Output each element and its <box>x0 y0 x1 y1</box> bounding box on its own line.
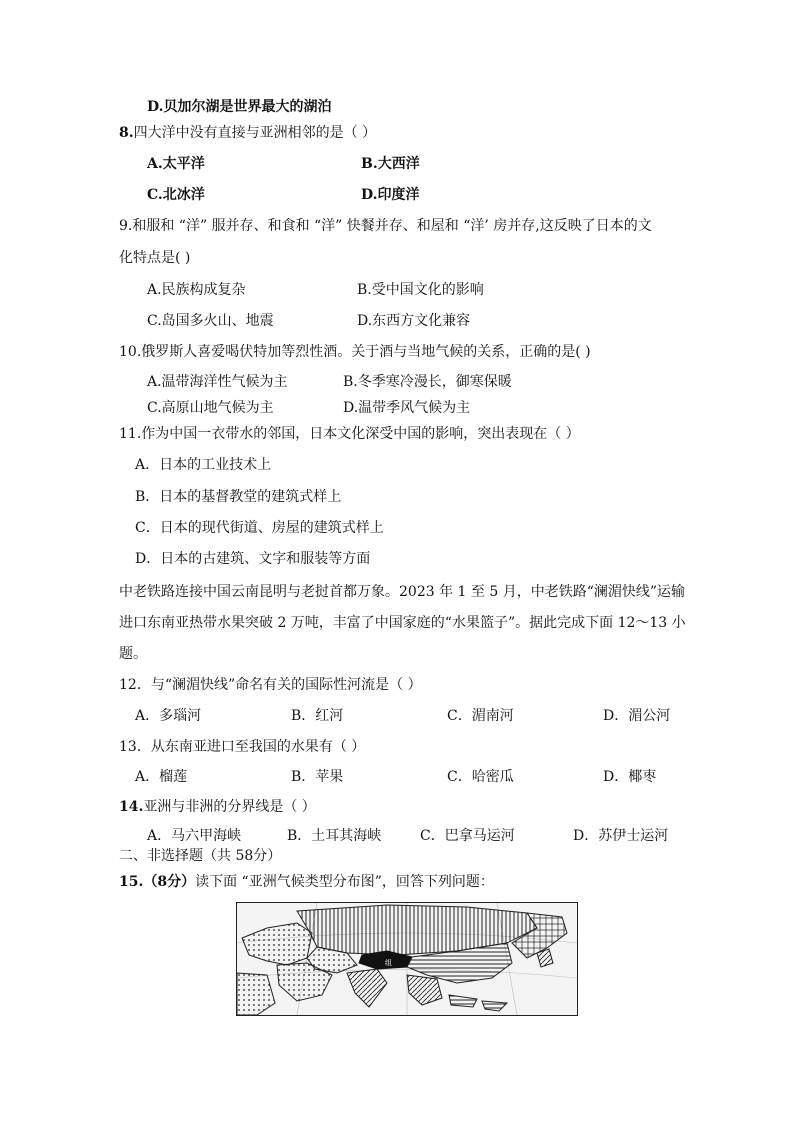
section2-title: 二、非选择题（共 58分） <box>119 848 282 864</box>
q15-stem <box>119 872 494 892</box>
q8-stem-text: 四大洋中没有直接与亚洲相邻的是（ ） <box>133 125 377 141</box>
q14-option-d: D．苏伊士运河 <box>573 828 669 844</box>
q9-option-c: C.岛国多火山、地震 <box>147 313 274 329</box>
q10-option-c: C.高原山地气候为主 <box>147 400 274 416</box>
q11-option-c: C．日本的现代街道、房屋的建筑式样上 <box>135 520 384 536</box>
passage-line2: 进口东南亚热带水果突破 2 万吨，丰富了中国家庭的“水果篮子”。据此完成下面 12～13 小 <box>119 615 686 631</box>
q15-stem-text: 读下面 “亚洲气候类型分布图”，回答下列问题： <box>195 874 494 890</box>
q14-number: 14. <box>119 799 144 815</box>
q11-stem: 11.作为中国一衣带水的邻国，日本文化深受中国的影响，突出表现在（ ） <box>119 426 580 442</box>
q7-option-d: D.贝加尔湖是世界最大的湖泊 <box>147 99 332 115</box>
q11-option-d: D．日本的古建筑、文字和服装等方面 <box>135 551 371 567</box>
q10-option-d: D.温带季风气候为主 <box>343 400 471 416</box>
asia-climate-map <box>236 902 578 1016</box>
q13-option-c: C．哈密瓜 <box>447 769 514 785</box>
q14-stem-text: 亚洲与非洲的分界线是（ ） <box>143 799 316 815</box>
q10-option-a: A.温带海洋性气候为主 <box>147 374 288 390</box>
q13-stem: 13．从东南亚进口至我国的水果有（ ） <box>119 739 366 755</box>
q12-option-a: A．多瑙河 <box>135 708 202 724</box>
map-label: 组 <box>385 959 392 967</box>
q11-option-b: B．日本的基督教堂的建筑式样上 <box>135 489 342 505</box>
q8-option-a: A.太平洋 <box>147 156 205 172</box>
q12-option-c: C．湄南河 <box>447 708 514 724</box>
q15-number: 15. <box>119 874 144 890</box>
q13-option-a: A．榴莲 <box>135 769 188 785</box>
q14-option-a: A．马六甲海峡 <box>147 828 242 844</box>
q12-stem: 12．与“澜湄快线”命名有关的国际性河流是（ ） <box>119 677 422 693</box>
q9-option-d: D.东西方文化兼容 <box>357 313 471 329</box>
q9-option-b: B.受中国文化的影响 <box>357 282 484 298</box>
q14-option-c: C．巴拿马运河 <box>420 828 515 844</box>
q15-score: （8分） <box>143 874 196 890</box>
q8-option-b: B.大西洋 <box>361 156 420 172</box>
q8-option-c: C.北冰洋 <box>147 187 205 203</box>
q13-option-b: B．苹果 <box>291 769 344 785</box>
q8-stem <box>119 123 376 143</box>
q12-option-d: D．湄公河 <box>603 708 671 724</box>
q12-option-b: B．红河 <box>291 708 344 724</box>
q10-stem: 10.俄罗斯人喜爱喝伏特加等烈性酒。关于酒与当地气候的关系，正确的是( ) <box>119 344 591 360</box>
q9-option-a: A.民族构成复杂 <box>147 282 246 298</box>
q8-number: 8. <box>119 125 134 141</box>
passage-line1: 中老铁路连接中国云南昆明与老挝首都万象。2023 年 1 至 5 月，中老铁路“澜湄快线”运输 <box>119 584 686 600</box>
q8-option-d: D.印度洋 <box>361 187 420 203</box>
asia-climate-map-graphic <box>237 903 577 1015</box>
q14-stem <box>119 797 316 817</box>
q9-stem-line2: 化特点是( ) <box>119 250 191 266</box>
q9-stem-line1: 9.和服和 “洋” 服并存、和食和 “洋” 快餐并存、和屋和 “洋’ 房并存,这反映了日本的文 <box>119 218 652 234</box>
q14-option-b: B．土耳其海峡 <box>287 828 382 844</box>
q10-option-b: B.冬季寒冷漫长，御寒保暖 <box>343 374 512 390</box>
q13-option-d: D．椰枣 <box>603 769 657 785</box>
passage-line3: 题。 <box>119 646 147 662</box>
q11-option-a: A．日本的工业技术上 <box>135 457 272 473</box>
